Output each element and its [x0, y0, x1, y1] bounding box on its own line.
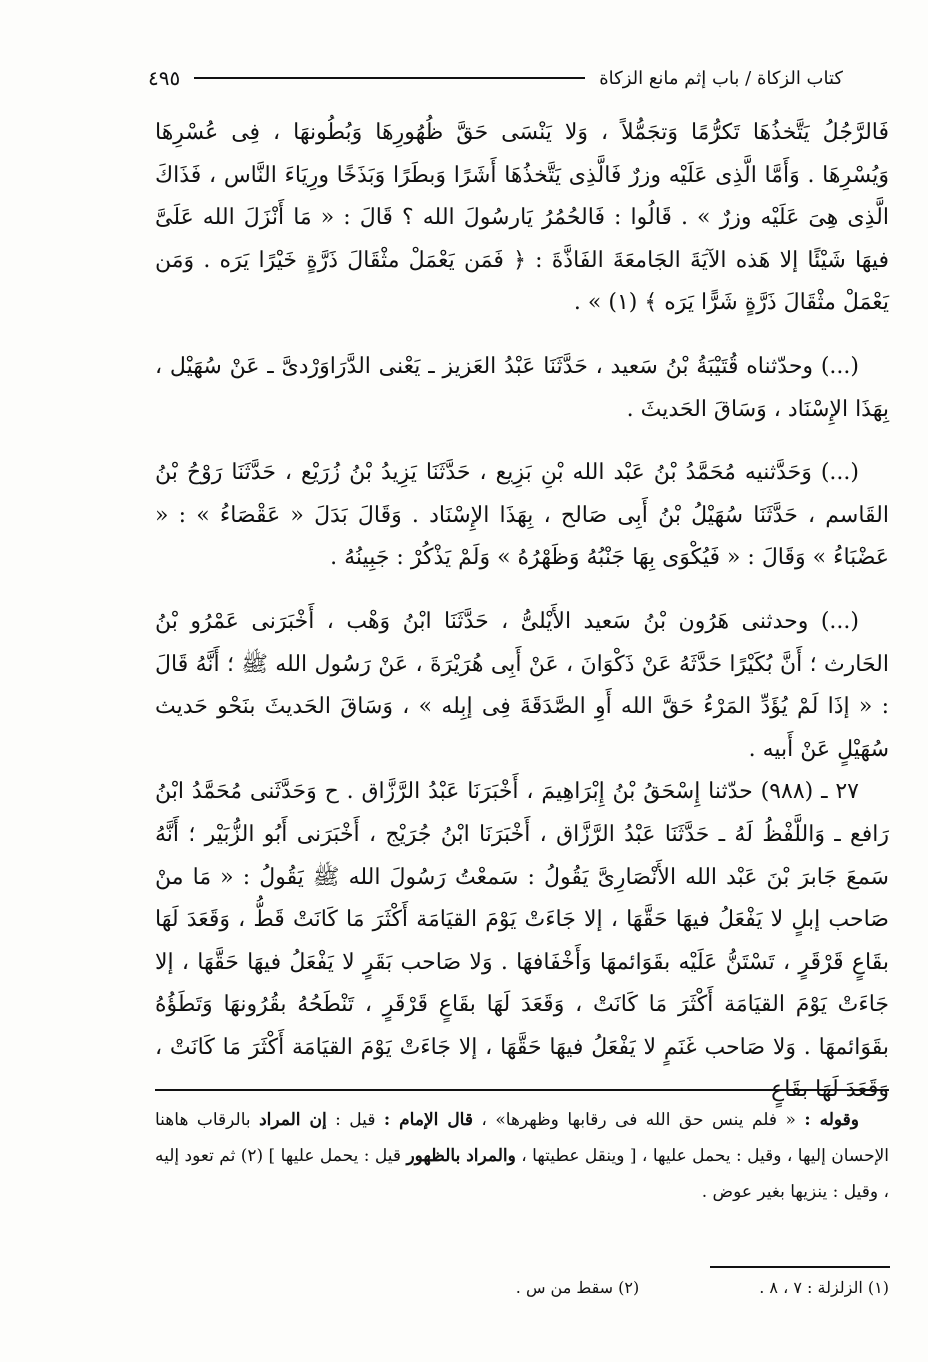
paragraph-chain-bazi: (...) وَحَدَّثنيه مُحَمَّدُ بْنُ عَبْد الله بْنِ بَزِيع ، حَدَّثَنَا يَزِيدُ بْنُ زُرَيْع ، حَدَّثَنَا رَوْحُ بْنُ القَاسم ، حَدَّثَنَا سُهَيْلُ بْنُ أَبِى صَالح ، بِهَذَا الإِسْنَاد . وَقَالَ بَدَلَ « عَقْصَاءُ » : « عَضْبَاءُ » وَقَالَ : « فَيُكْوَى بِهَا جَنْبُهُ وَظَهْرُهُ » وَلَمْ يَذْكُرْ : جَبِينُهُ . — [155, 460, 889, 571]
commentary-lead: وقوله : — [804, 1110, 860, 1130]
paragraph-chain-qutaybah: (...) وحدّثناه قُتَيْبَةُ بْنُ سَعيد ، حَدَّثَنَا عَبْدُ العَزيز ـ يَعْنى الدَّرَاوَرْدىَّ ـ عَنْ سُهَيْل ، بِهَذَا الإِسْنَاد ، وَسَاقَ الحَديثَ . — [155, 353, 889, 422]
chapter-title: كتاب الزكاة / باب إثم مانع الزكاة — [599, 67, 843, 89]
paragraph-hadith-continuation: فَالرَّجُلُ يَتَّخذُهَا تَكرُّمًا وَتجَمُّلاً ، وَلا يَنْسَى حَقَّ ظُهُورِهَا وَبُطُونهَا ، فِى عُسْرِهَا وَيُسْرِهَا . وَأَمَّا الَّذِى عَلَيْه وزرٌ فَالَّذِى يَتَّخذُهَا أَشَرًا وَبطَرًا وَبَذَخًا ورِيَاءَ النَّاس ، فَذَاكَ الَّذِى هِىَ عَلَيْه وزرٌ » . قَالُوا : فَالحُمُرُ يَارسُولَ الله ؟ قَالَ : « مَا أَنْزَلَ الله عَلَىَّ فيهَا شَيْئًا إلا هَذه الآيَةَ الجَامعَةَ الفَاذَّةَ : ﴿ فَمَن يَعْمَلْ مثْقَالَ ذَرَّةٍ خَيْرًا يَرَه . وَمَن يَعْمَلْ مثْقَالَ ذَرَّةٍ شَرًّا يَرَه ﴾ (١) » . — [155, 120, 889, 316]
paragraph-chain-harun: (...) وحدثنى هَرُون بْنُ سَعيد الأَيْلىُّ ، حَدَّثَنَا ابْنُ وَهْب ، أَخْبَرَنى عَمْرُو بْنُ الحَارث ؛ أَنَّ بُكَيْرًا حَدَّثَهُ عَنْ ذَكْوَانَ ، عَنْ أَبِى هُرَيْرَةَ ، عَنْ رَسُول الله ﷺ ؛ أَنَّهُ قَالَ : « إذَا لَمْ يُؤَدِّ المَرْءُ حَقَّ الله أَوِ الصَّدَقَةَ فِى إبِله » ، وَسَاقَ الحَديثَ بنَحْو حَديث سُهَيْلٍ عَنْ أَبيه . — [155, 608, 889, 762]
footnote-1: (١) الزلزلة : ٧ ، ٨ . — [759, 1278, 889, 1297]
commentary-imam-label: قال الإمام : — [383, 1110, 473, 1130]
commentary-emphasis: إن المراد — [259, 1110, 327, 1130]
commentary-text: قيل : يحمل عليها ] (٢) ثم تعود إليه ، وقيل : ينزيها بغير عوض . — [155, 1146, 889, 1202]
commentary-text: قيل : — [326, 1110, 384, 1130]
footnote-2: (٢) سقط من س . — [515, 1278, 640, 1297]
commentary-quote: « فلم ينس حق الله فى رقابها وظهرها» ، — [472, 1110, 805, 1130]
footnote-divider — [710, 1266, 890, 1268]
commentary-section — [155, 1102, 889, 1210]
commentary-divider — [155, 1089, 889, 1091]
main-text — [155, 112, 889, 1112]
running-header — [148, 58, 843, 98]
footnotes — [155, 1278, 889, 1297]
page-number: ٤٩٥ — [148, 66, 181, 90]
commentary-emphasis: والمراد بالظهور — [406, 1146, 516, 1166]
commentary-text: بالرقاب هاهنا الإحسان إليها ، وقيل : يحمل عليها ، [ وينقل عطيتها ، — [155, 1110, 889, 1166]
commentary-paragraph — [155, 1102, 889, 1210]
header-rule — [194, 77, 585, 79]
paragraph-hadith-27: ٢٧ ـ (٩٨٨) حدّثنا إِسْحَقُ بْنُ إِبْرَاهِيمَ ، أَخْبَرَنَا عَبْدُ الرَّزَّاق . ح وَحَدَّثَنى مُحَمَّدُ ابْنُ رَافع ـ وَاللَّفْظُ لَهُ ـ حَدَّثَنَا عَبْدُ الرَّزَّاق ، أَخْبَرَنَا ابْنُ جُرَيْج ، أَخْبَرَنى أَبُو الزُّبَيْر ؛ أَنَّهُ سَمعَ جَابرَ بْنَ عَبْد الله الأَنْصَارِىَّ يَقُولُ : سَمعْتُ رَسُولَ الله ﷺ يَقُولُ : « مَا منْ صَاحب إبلٍ لا يَفْعَلُ فيهَا حَقَّهَا ، إلا جَاءَتْ يَوْمَ القيَامَة أَكْثَرَ مَا كَانَتْ قَطُّ ، وَقَعَدَ لَهَا بقَاعٍ قَرْقَرٍ ، تَسْتَنُّ عَلَيْه بقَوَائمهَا وَأَخْفَافهَا . وَلا صَاحب بَقَرٍ لا يَفْعَلُ فيهَا حَقَّهَا ، إلا جَاءَتْ يَوْمَ القيَامَة أَكْثَرَ مَا كَانَتْ ، وَقَعَدَ لَهَا بقَاعٍ قَرْقَرٍ ، تَنْطَحُهُ بقُرُونهَا وَتَطَؤُهُ بقَوَائمهَا . وَلا صَاحب غَنَمٍ لا يَفْعَلُ فيهَا حَقَّهَا ، إلا جَاءَتْ يَوْمَ القيَامَة أَكْثَرَ مَا كَانَتْ ، وَقَعَدَ لَهَا بقَاعٍ — [155, 779, 889, 1103]
